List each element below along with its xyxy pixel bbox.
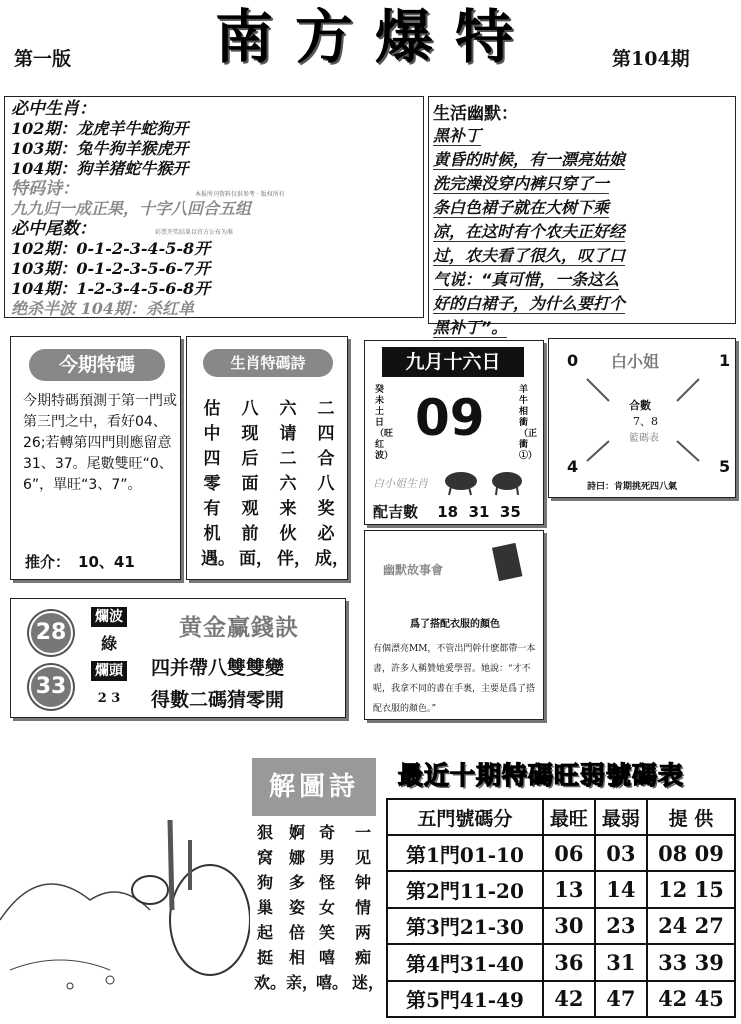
zodiac-line: 103期：兔牛狗羊猴虎开 bbox=[11, 139, 189, 158]
table-cell: 第3門21-30 bbox=[387, 908, 543, 944]
riddle-column: 奇男怪女笑嘻嘻。 bbox=[316, 823, 349, 992]
ball-number: 33 bbox=[29, 665, 73, 709]
table-header: 最旺 bbox=[543, 799, 595, 835]
tag-value: 2 3 bbox=[97, 691, 121, 706]
calendar-watermark: 白小姐生肖 bbox=[373, 477, 428, 490]
tail-heading: 必中尾数： bbox=[11, 219, 96, 239]
fine-print: 本报所刊资料仅供参考 · 版权所有 bbox=[195, 191, 285, 198]
tail-line: 102期：0-1-2-3-4-5-8开 bbox=[11, 239, 211, 258]
joke-text bbox=[429, 124, 735, 340]
joke-line: 过，农夫看了很久，叹了口 bbox=[433, 246, 626, 265]
table-header: 五門號碼分 bbox=[387, 799, 543, 835]
zodiac-line: 102期：龙虎羊牛蛇狗开 bbox=[11, 119, 189, 138]
riddle-column: 狠窝狗巢起挺欢。 bbox=[254, 823, 287, 992]
sum-sub: 籃碼表 bbox=[629, 433, 659, 444]
tag-label: 爛波 bbox=[91, 607, 127, 627]
story-body: 有個漂亮MM，不管出門幹什麽都帶一本書，許多人稱贊她愛學習。她說：“才不呢，我拿不同的書在手裏，主要是爲了搭配衣服的顏色。” bbox=[373, 644, 536, 714]
story-banner: 幽默故事會 bbox=[383, 563, 444, 577]
table-row bbox=[387, 835, 735, 871]
table-cell: 33 39 bbox=[647, 944, 735, 980]
gold-line: 得數二碼猜零開 bbox=[151, 689, 285, 711]
joke-line: 好的白裙子，为什么要打个 bbox=[433, 294, 626, 313]
special-code-box bbox=[10, 336, 181, 580]
table-header: 提 供 bbox=[647, 799, 735, 835]
joke-line: 黑补丁”。 bbox=[433, 318, 508, 337]
joke-line: 黑补丁 bbox=[433, 126, 482, 145]
table-cell: 47 bbox=[595, 981, 647, 1017]
table-cell: 42 45 bbox=[647, 981, 735, 1017]
tail-line: 103期：0-1-2-3-5-6-7开 bbox=[11, 259, 211, 278]
animal-illustration bbox=[441, 461, 531, 497]
table-cell: 13 bbox=[543, 871, 595, 907]
table-cell: 31 bbox=[595, 944, 647, 980]
table-cell: 06 bbox=[543, 835, 595, 871]
table-header: 最弱 bbox=[595, 799, 647, 835]
hot-cold-table bbox=[386, 798, 736, 1018]
joke-box bbox=[428, 96, 736, 337]
zodiac-poem-title: 生肖特碼詩 bbox=[203, 349, 333, 377]
recommend bbox=[25, 551, 135, 572]
zodiac-box bbox=[4, 96, 424, 318]
riddle-poem-title: 解圖詩 bbox=[252, 758, 376, 816]
table-row bbox=[387, 871, 735, 907]
joke-line: 黄昏的时候，有一漂亮姑娘 bbox=[433, 150, 626, 169]
table-cell: 第5門41-49 bbox=[387, 981, 543, 1017]
riddle-column: 一见钟情两痴迷， bbox=[352, 823, 385, 992]
calendar-left-note: 癸未土日（旺红波） bbox=[375, 385, 394, 461]
table-row bbox=[387, 981, 735, 1017]
cow-illustration bbox=[0, 800, 250, 1010]
joke-line: 凉，在这时有个农夫正好经 bbox=[433, 222, 626, 241]
gold-box bbox=[10, 598, 346, 718]
table-cell: 23 bbox=[595, 908, 647, 944]
corner-number: 0 bbox=[567, 351, 579, 370]
poem-column: 二四合八奖必成， bbox=[315, 399, 349, 569]
zodiac-line: 104期：狗羊猪蛇牛猴开 bbox=[11, 159, 189, 178]
miss-white-poem: 詩曰：肯期挑死四八氣 bbox=[587, 482, 678, 492]
miss-white-box bbox=[548, 338, 736, 498]
poem-heading: 特码诗： bbox=[11, 179, 79, 199]
kill-line: 绝杀半波 104期：杀红单 bbox=[11, 299, 194, 318]
special-code-title: 今期特碼 bbox=[29, 349, 165, 381]
corner-number: 1 bbox=[719, 351, 731, 370]
story-box bbox=[364, 530, 544, 720]
table-row bbox=[387, 944, 735, 980]
zodiac-poem-box bbox=[186, 336, 348, 580]
table-cell: 42 bbox=[543, 981, 595, 1017]
issue-number: 第104期 bbox=[612, 48, 690, 70]
corner-number: 4 bbox=[567, 457, 579, 476]
poem-column: 六请二六来伙伴， bbox=[277, 399, 311, 569]
poem-line: 九九归一成正果，十字八回合五组 bbox=[11, 199, 252, 218]
table-cell: 12 15 bbox=[647, 871, 735, 907]
recommend-value: 10、41 bbox=[78, 553, 135, 571]
table-title: 最近十期特碼旺弱號碼表 bbox=[398, 761, 685, 790]
gold-title: 黄金赢錢訣 bbox=[179, 614, 299, 641]
gold-line: 四并帶八雙雙變 bbox=[151, 657, 285, 679]
lucky-numbers bbox=[365, 501, 545, 522]
joke-line: 洗完澡没穿内裤只穿了一 bbox=[433, 174, 610, 193]
table-cell: 第2門11-20 bbox=[387, 871, 543, 907]
table-cell: 08 09 bbox=[647, 835, 735, 871]
calendar-box bbox=[364, 340, 544, 525]
edition-label: 第一版 bbox=[14, 48, 72, 70]
special-code-text: 今期特碼預測于第一門或第三門之中，看好04、26;若轉第四門則應留意31、37。尾數雙旺“0、6”，單旺“3、7”。 bbox=[23, 393, 177, 493]
recommend-label: 推介： bbox=[25, 553, 71, 571]
table-cell: 36 bbox=[543, 944, 595, 980]
table-row bbox=[387, 908, 735, 944]
table-cell: 14 bbox=[595, 871, 647, 907]
joke-line: 气说：“真可惜，一条这么 bbox=[433, 270, 620, 289]
table-header-row bbox=[387, 799, 735, 835]
lucky-label: 配吉數 bbox=[373, 503, 419, 521]
calendar-date: 九月十六日 bbox=[382, 347, 524, 377]
fine-print: 彩票开奖结果以官方公布为准 bbox=[155, 229, 234, 236]
zodiac-heading: 必中生肖： bbox=[11, 99, 96, 119]
tag-value: 綠 bbox=[100, 634, 117, 653]
ball-number: 28 bbox=[29, 611, 73, 655]
table-cell: 24 27 bbox=[647, 908, 735, 944]
table-cell: 第4門31-40 bbox=[387, 944, 543, 980]
joke-heading: 生活幽默： bbox=[433, 104, 518, 124]
sum-value: 7、8 bbox=[633, 415, 658, 428]
tag-label: 爛頭 bbox=[91, 661, 127, 681]
joke-line: 条白色裙子就在大树下乘 bbox=[433, 198, 610, 217]
miss-white-title: 白小姐 bbox=[611, 352, 660, 371]
tail-line: 104期：1-2-3-4-5-6-8开 bbox=[11, 279, 211, 298]
book-icon bbox=[491, 541, 527, 585]
table-cell: 03 bbox=[595, 835, 647, 871]
poem-column: 八现后面观前面， bbox=[239, 399, 273, 569]
riddle-column: 婀娜多姿倍相亲， bbox=[286, 823, 319, 992]
table-cell: 第1門01-10 bbox=[387, 835, 543, 871]
calendar-right-note: 羊牛相衝（正衝①） bbox=[519, 385, 538, 461]
calendar-number: 09 bbox=[415, 389, 485, 447]
sum-label: 合數 bbox=[629, 399, 651, 412]
masthead-title: 南方爆特 bbox=[214, 3, 535, 71]
lucky-values: 18 31 35 bbox=[437, 503, 521, 521]
poem-column: 估中四零有机遇。 bbox=[201, 399, 235, 569]
corner-number: 5 bbox=[719, 457, 731, 476]
table-cell: 30 bbox=[543, 908, 595, 944]
story-title: 爲了搭配衣服的顏色 bbox=[410, 619, 500, 630]
